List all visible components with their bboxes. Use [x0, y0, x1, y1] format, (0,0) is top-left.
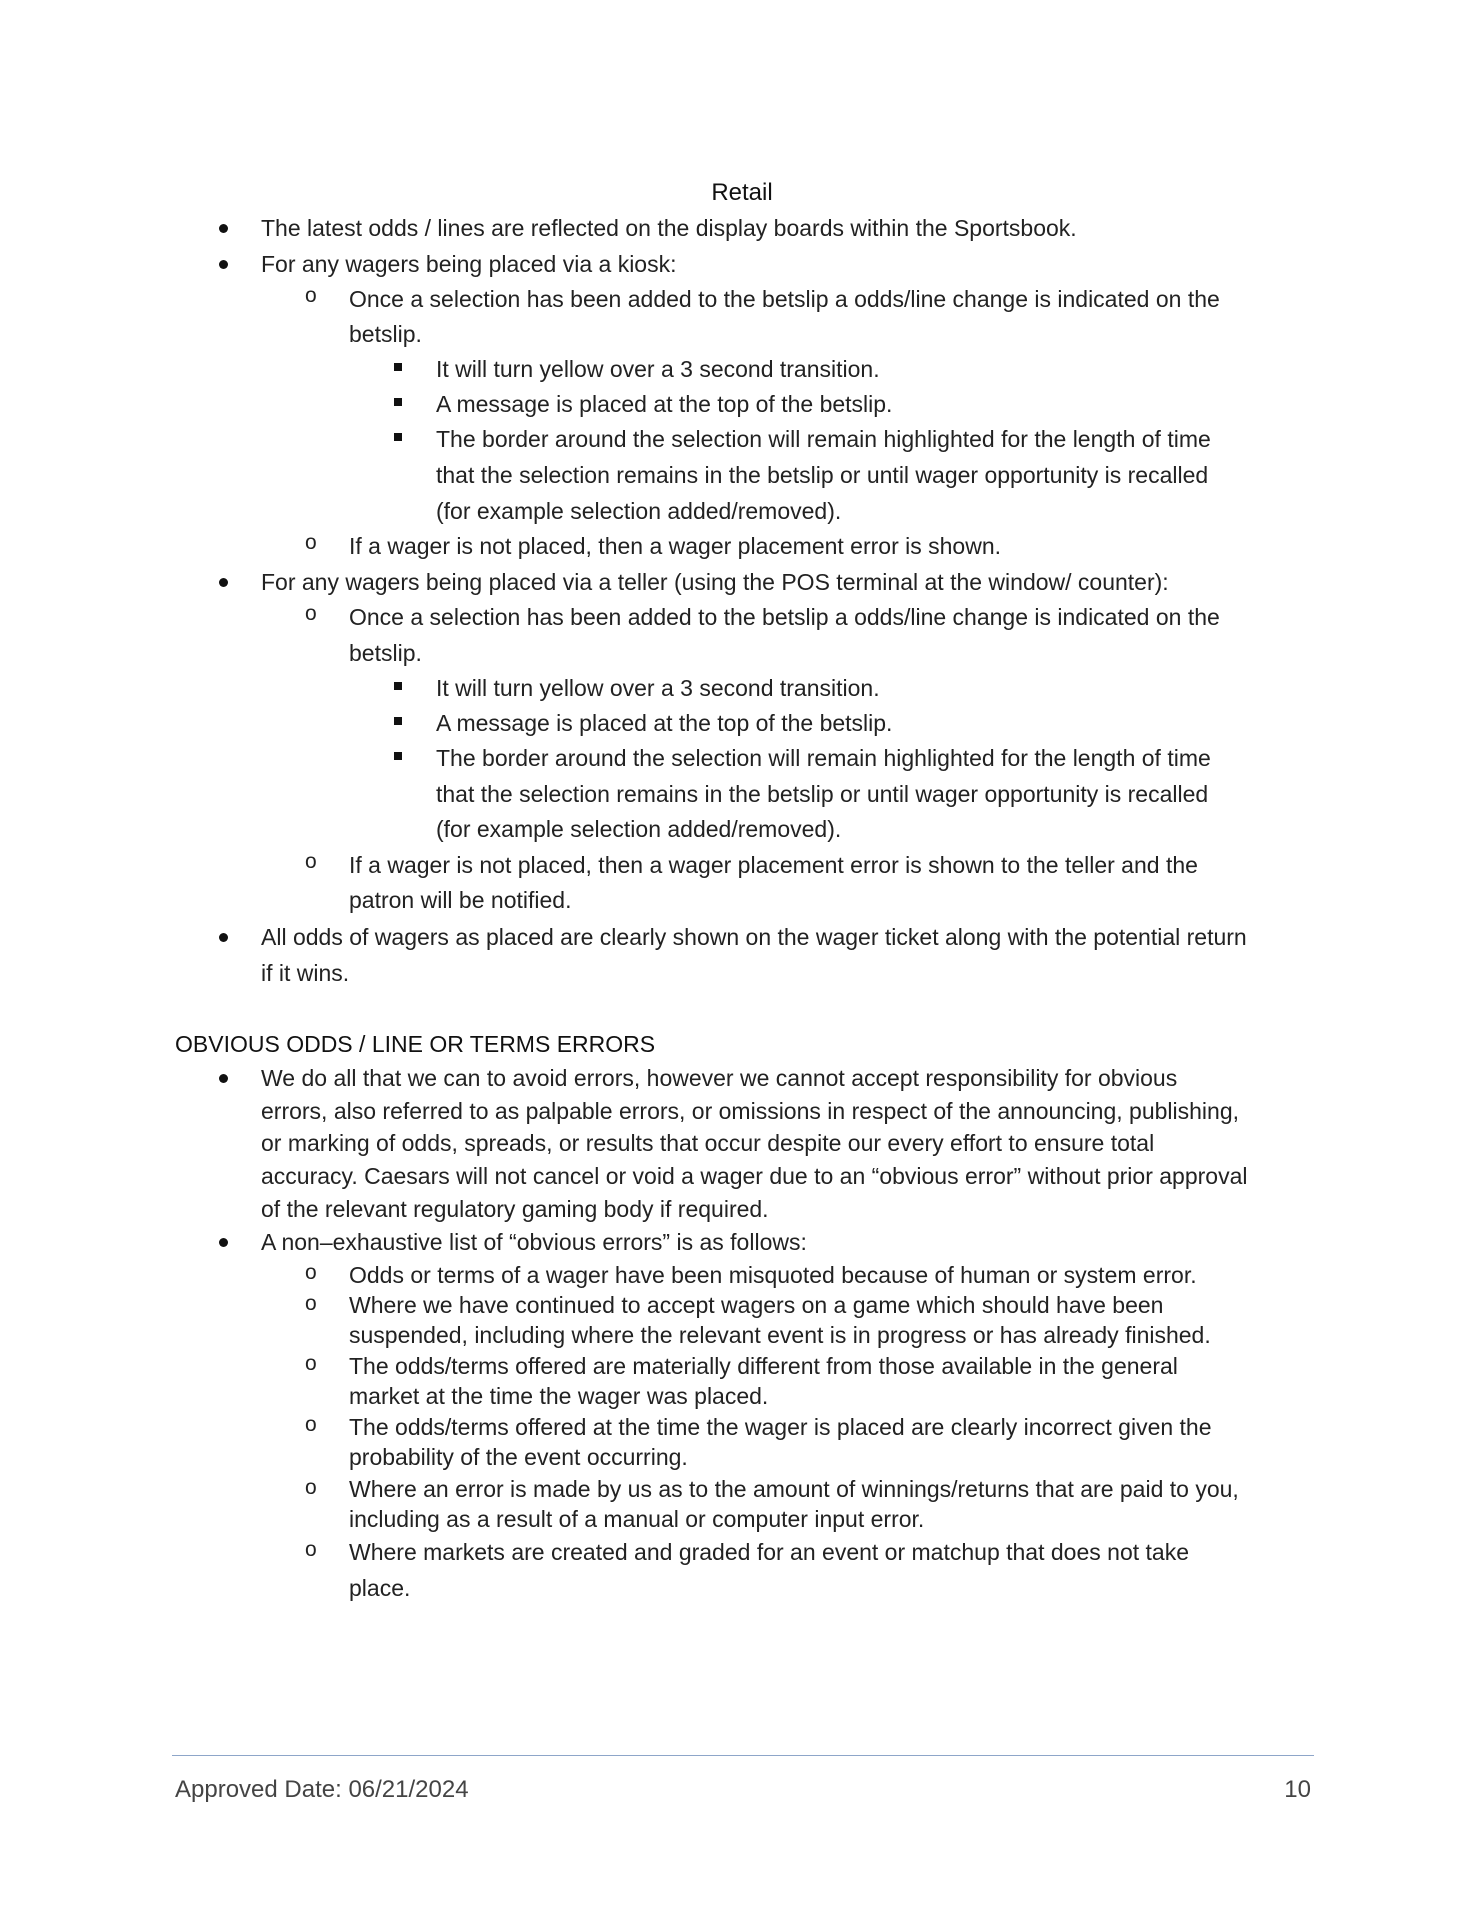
section-title-retail: Retail — [711, 179, 773, 206]
list-item-continuation: (for example selection added/removed). — [436, 816, 842, 842]
list-item-continuation: errors, also referred to as palpable errors, or omissions in respect of the announcing, publishing, — [261, 1098, 1240, 1124]
list-item: All odds of wagers as placed are clearly shown on the wager ticket along with the potential return — [261, 924, 1247, 950]
circle-bullet-icon: o — [305, 1352, 317, 1375]
list-item: A message is placed at the top of the betslip. — [436, 710, 893, 736]
list-item: For any wagers being placed via a teller (using the POS terminal at the window/ counter): — [261, 569, 1169, 595]
bullet-icon — [219, 1074, 228, 1083]
list-item: Where an error is made by us as to the amount of winnings/returns that are paid to you, — [349, 1476, 1239, 1502]
square-bullet-icon — [394, 717, 402, 725]
list-item: If a wager is not placed, then a wager placement error is shown to the teller and the — [349, 852, 1198, 878]
list-item-continuation: market at the time the wager was placed. — [349, 1383, 769, 1409]
bullet-icon — [219, 578, 228, 587]
list-item: Odds or terms of a wager have been misquoted because of human or system error. — [349, 1262, 1197, 1288]
approved-date: Approved Date: 06/21/2024 — [175, 1776, 469, 1803]
list-item-continuation: betslip. — [349, 321, 422, 347]
list-item-continuation: accuracy. Caesars will not cancel or void a wager due to an “obvious error” without prior approval — [261, 1163, 1248, 1189]
list-item: Once a selection has been added to the betslip a odds/line change is indicated on the — [349, 604, 1220, 630]
list-item-continuation: patron will be notified. — [349, 887, 572, 913]
circle-bullet-icon: o — [305, 284, 317, 307]
list-item: If a wager is not placed, then a wager placement error is shown. — [349, 533, 1002, 559]
circle-bullet-icon: o — [305, 531, 317, 554]
list-item: The odds/terms offered are materially different from those available in the general — [349, 1353, 1178, 1379]
bullet-icon — [219, 933, 228, 942]
list-item: A non–exhaustive list of “obvious errors” is as follows: — [261, 1229, 807, 1255]
list-item-continuation: betslip. — [349, 640, 422, 666]
list-item-continuation: probability of the event occurring. — [349, 1444, 688, 1470]
list-item: The odds/terms offered at the time the wager is placed are clearly incorrect given the — [349, 1414, 1212, 1440]
list-item: It will turn yellow over a 3 second transition. — [436, 675, 880, 701]
list-item-continuation: including as a result of a manual or computer input error. — [349, 1506, 925, 1532]
list-item: For any wagers being placed via a kiosk: — [261, 251, 677, 277]
list-item-continuation: or marking of odds, spreads, or results that occur despite our every effort to ensure total — [261, 1130, 1155, 1156]
list-item: A message is placed at the top of the betslip. — [436, 391, 893, 417]
list-item-continuation: that the selection remains in the betslip or until wager opportunity is recalled — [436, 462, 1209, 488]
circle-bullet-icon: o — [305, 1413, 317, 1436]
square-bullet-icon — [394, 363, 402, 371]
circle-bullet-icon: o — [305, 602, 317, 625]
square-bullet-icon — [394, 682, 402, 690]
list-item: Where we have continued to accept wagers on a game which should have been — [349, 1292, 1164, 1318]
list-item: Once a selection has been added to the betslip a odds/line change is indicated on the — [349, 286, 1220, 312]
bullet-icon — [219, 224, 228, 233]
circle-bullet-icon: o — [305, 850, 317, 873]
circle-bullet-icon: o — [305, 1261, 317, 1284]
bullet-icon — [219, 1238, 228, 1247]
list-item-continuation: (for example selection added/removed). — [436, 498, 842, 524]
circle-bullet-icon: o — [305, 1538, 317, 1561]
list-item: The latest odds / lines are reflected on the display boards within the Sportsbook. — [261, 215, 1077, 241]
square-bullet-icon — [394, 433, 402, 441]
list-item-continuation: that the selection remains in the betslip or until wager opportunity is recalled — [436, 781, 1209, 807]
bullet-icon — [219, 260, 228, 269]
list-item: It will turn yellow over a 3 second transition. — [436, 356, 880, 382]
list-item: The border around the selection will remain highlighted for the length of time — [436, 745, 1211, 771]
circle-bullet-icon: o — [305, 1476, 317, 1499]
list-item: The border around the selection will remain highlighted for the length of time — [436, 426, 1211, 452]
list-item-continuation: if it wins. — [261, 960, 350, 986]
page-number: 10 — [1284, 1776, 1311, 1803]
square-bullet-icon — [394, 398, 402, 406]
section-heading-obvious-errors: OBVIOUS ODDS / LINE OR TERMS ERRORS — [175, 1031, 656, 1057]
footer-divider — [172, 1755, 1314, 1756]
list-item-continuation: of the relevant regulatory gaming body if required. — [261, 1196, 769, 1222]
circle-bullet-icon: o — [305, 1292, 317, 1315]
list-item-continuation: place. — [349, 1575, 411, 1601]
list-item-continuation: suspended, including where the relevant event is in progress or has already finished. — [349, 1322, 1211, 1348]
square-bullet-icon — [394, 752, 402, 760]
list-item: Where markets are created and graded for an event or matchup that does not take — [349, 1539, 1189, 1565]
list-item: We do all that we can to avoid errors, however we cannot accept responsibility for obvious — [261, 1065, 1178, 1091]
